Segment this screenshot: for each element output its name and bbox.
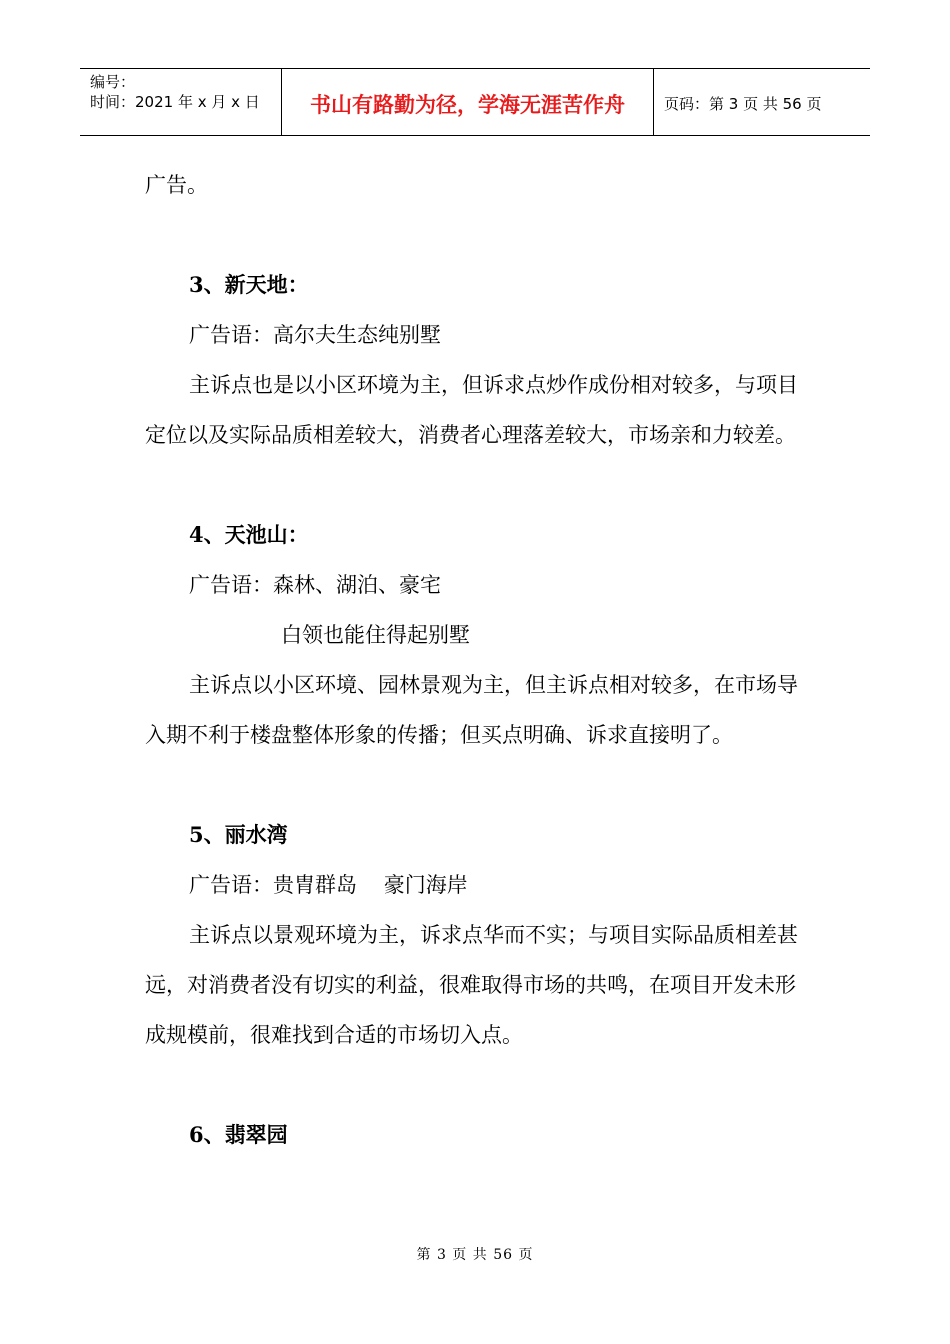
section-5-paragraph: 主诉点以景观环境为主，诉求点华而不实；与项目实际品质相差甚远，对消费者没有切实的利益，很难取得市场的共鸣，在项目开发未形成规模前，很难找到合适的市场切入点。: [145, 923, 798, 1047]
header-motto: 书山有路勤为径，学海无涯苦作舟: [282, 69, 654, 135]
doc-number-label: 编号：: [90, 73, 136, 91]
document-body: [145, 160, 810, 1160]
section-4-slogan-line2: 白领也能住得起别墅: [281, 623, 470, 647]
section-3-slogan: 广告语：高尔夫生态纯别墅: [189, 323, 441, 347]
section-heading-5: 5、丽水湾: [189, 822, 288, 847]
section-5-slogan: 广告语：贵胄群岛 豪门海岸: [189, 873, 468, 897]
section-4-paragraph: 主诉点以小区环境、园林景观为主，但主诉点相对较多，在市场导入期不利于楼盘整体形象的传播；但买点明确、诉求直接明了。: [145, 673, 798, 747]
section-heading-6: 6、翡翠园: [189, 1122, 288, 1147]
page-header: [80, 68, 870, 136]
paragraph-continuation: 广告。: [145, 173, 208, 197]
page-footer: 第 3 页 共 56 页: [416, 1247, 534, 1263]
section-4-slogan: 广告语：森林、湖泊、豪宅: [189, 573, 441, 597]
header-page-info: 页码：第 3 页 共 56 页: [664, 94, 822, 113]
header-meta: [80, 69, 282, 135]
doc-date-label: 时间：2021 年 x 月 x 日: [90, 93, 260, 111]
section-3-paragraph: 主诉点也是以小区环境为主，但诉求点炒作成份相对较多，与项目定位以及实际品质相差较大，消费者心理落差较大，市场亲和力较差。: [145, 373, 798, 447]
section-heading-4: 4、天池山：: [189, 522, 309, 547]
section-heading-3: 3、新天地：: [189, 272, 309, 297]
